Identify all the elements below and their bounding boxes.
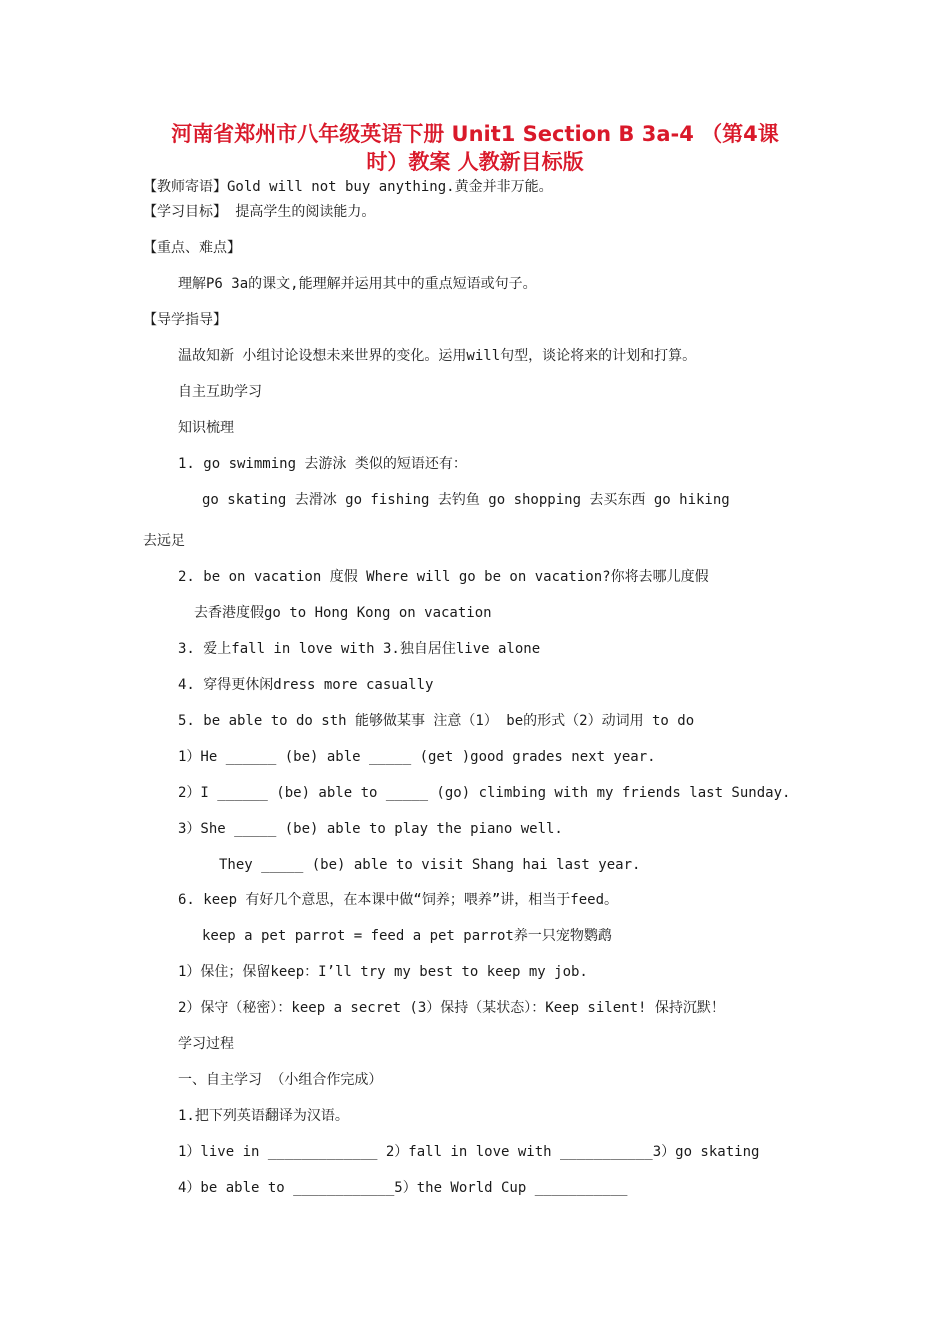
teacher-message: 【教师寄语】Gold will not buy anything.黄金并非万能。 xyxy=(143,179,553,195)
list-item-3: 3. 爱上fall in love with 3.独自居住live alone xyxy=(178,641,541,657)
list-item-5: 5. be able to do sth 能够做某事 注意（1） be的形式（2）动词用 to do xyxy=(178,713,695,729)
knowledge-heading: 知识梳理 xyxy=(178,420,234,436)
translation-row-2: 4）be able to ____________5）the World Cup ___________ xyxy=(178,1180,628,1196)
process-heading: 学习过程 xyxy=(178,1036,234,1052)
learning-goal: 【学习目标】 提高学生的阅读能力。 xyxy=(143,204,376,220)
exercise-3: 3）She _____ (be) able to play the piano well. xyxy=(178,821,563,837)
title-line-1: 河南省郑州市八年级英语下册 Unit1 Section B 3a-4 （第4课 xyxy=(171,122,779,146)
exercise-3-continued: They _____ (be) able to visit Shang hai last year. xyxy=(219,857,641,873)
self-study-heading: 自主互助学习 xyxy=(178,384,262,400)
title-line-2: 时）教案 人教新目标版 xyxy=(366,150,584,174)
section-one-heading: 一、自主学习 （小组合作完成） xyxy=(178,1072,383,1088)
document-title xyxy=(120,120,830,176)
key-points-heading: 【重点、难点】 xyxy=(143,240,241,256)
list-item-1-continued: 去远足 xyxy=(143,533,185,549)
list-item-4: 4. 穿得更休闲dress more casually xyxy=(178,677,434,693)
keep-meaning-2: 2）保守（秘密）：keep a secret (3）保持（某状态）：Keep silent! 保持沉默！ xyxy=(178,1000,725,1016)
translation-row-1: 1）live in _____________ 2）fall in love with ___________3）go skating xyxy=(178,1144,760,1160)
keep-meaning-1: 1）保住；保留keep：I’ll try my best to keep my job. xyxy=(178,964,588,980)
exercise-2: 2）I ______ (be) able to _____ (go) climbing with my friends last Sunday. xyxy=(178,785,791,801)
exercise-1: 1）He ______ (be) able _____ (get )good grades next year. xyxy=(178,749,656,765)
guidance-heading: 【导学指导】 xyxy=(143,312,227,328)
review-text: 温故知新 小组讨论设想未来世界的变化。运用will句型，谈论将来的计划和打算。 xyxy=(178,348,697,364)
key-points-text: 理解P6 3a的课文,能理解并运用其中的重点短语或句子。 xyxy=(178,276,537,292)
list-item-2-example: 去香港度假go to Hong Kong on vacation xyxy=(194,605,492,621)
list-item-1-phrases: go skating 去滑冰 go fishing 去钓鱼 go shopping 去买东西 go hiking xyxy=(202,492,730,508)
list-item-2: 2. be on vacation 度假 Where will go be on vacation?你将去哪儿度假 xyxy=(178,569,709,585)
list-item-6: 6. keep 有好几个意思，在本课中做“饲养；喂养”讲，相当于feed。 xyxy=(178,892,619,908)
translation-instruction: 1.把下列英语翻译为汉语。 xyxy=(178,1108,349,1124)
list-item-1: 1. go swimming 去游泳 类似的短语还有： xyxy=(178,456,467,472)
list-item-6-example: keep a pet parrot = feed a pet parrot养一只宠物鹦鹉 xyxy=(202,928,612,944)
